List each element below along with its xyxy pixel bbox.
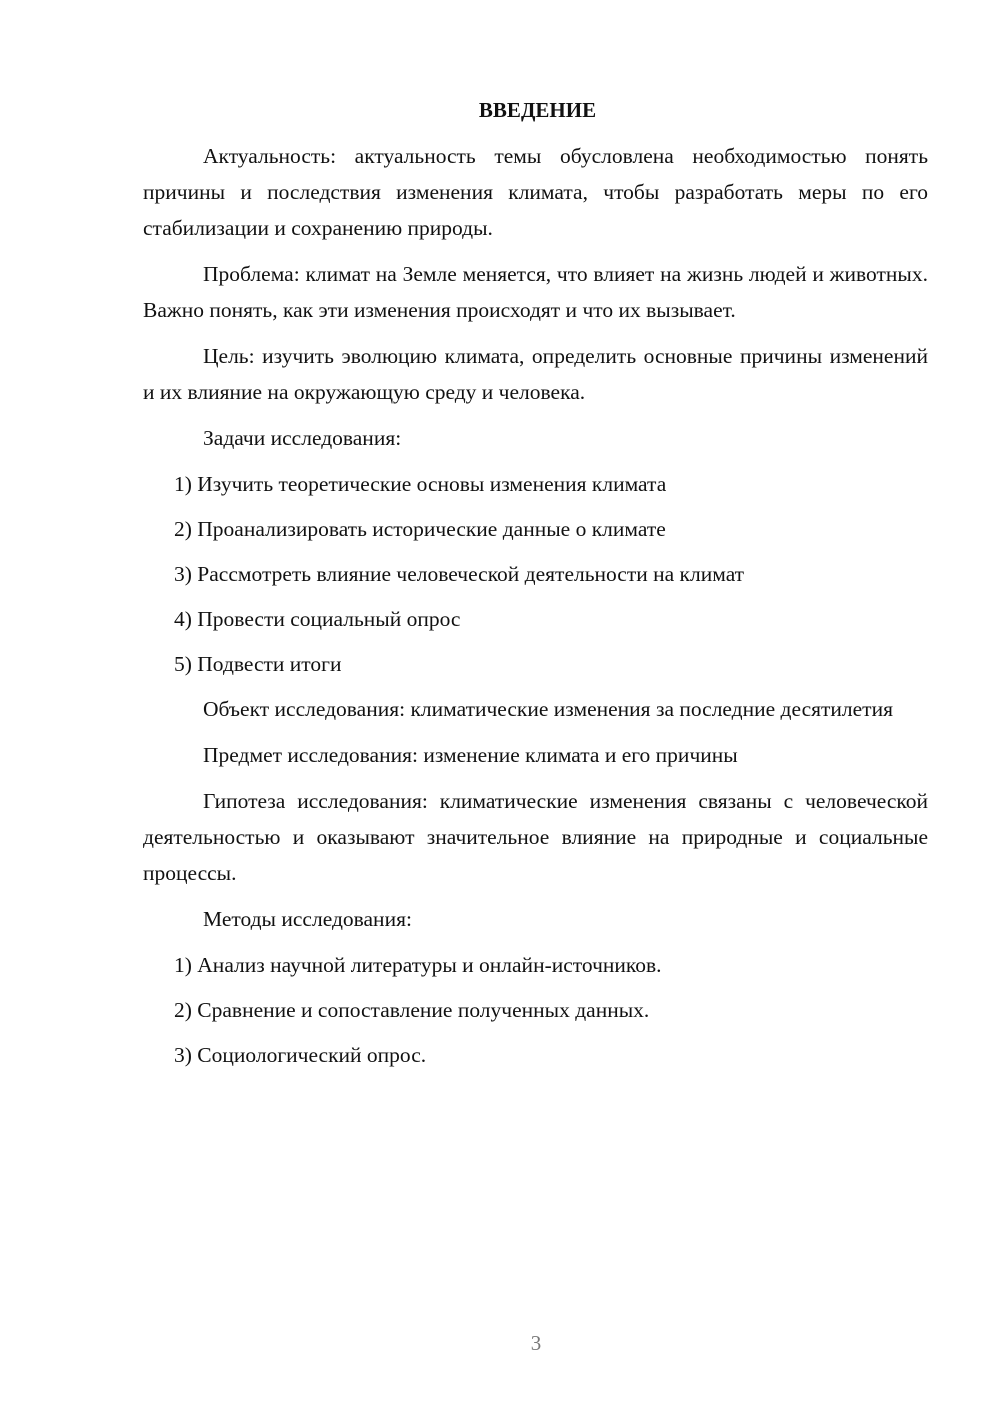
- task-item-4: 4) Провести социальный опрос: [174, 607, 461, 631]
- method-item-1: 1) Анализ научной литературы и онлайн-источников.: [174, 953, 662, 977]
- task-item-5: 5) Подвести итоги: [174, 652, 342, 676]
- object-paragraph: Объект исследования: климатические изменения за последние десятилетия: [203, 697, 893, 721]
- tasks-heading: Задачи исследования:: [203, 426, 402, 450]
- page-content: [143, 92, 928, 1082]
- method-item-2: 2) Сравнение и сопоставление полученных данных.: [174, 998, 650, 1022]
- task-item-1: 1) Изучить теоретические основы изменения климата: [174, 472, 667, 496]
- task-item-3: 3) Рассмотреть влияние человеческой деятельности на климат: [174, 562, 745, 586]
- page-number: 3: [530, 1331, 542, 1355]
- methods-heading: Методы исследования:: [203, 907, 412, 931]
- problem-paragraph: Проблема: климат на Земле меняется, что влияет на жизнь людей и животных. Важно понять, как эти изменения происходят и что их вызывает.: [143, 262, 928, 322]
- goal-paragraph: Цель: изучить эволюцию климата, определить основные причины изменений и их влияние на окружающую среду и человека.: [143, 344, 928, 404]
- subject-paragraph: Предмет исследования: изменение климата и его причины: [203, 743, 738, 767]
- task-item-2: 2) Проанализировать исторические данные о климате: [174, 517, 666, 541]
- relevance-paragraph: Актуальность: актуальность темы обусловлена необходимостью понять причины и последствия изменения климата, чтобы разработать меры по его стабилизации и сохранению природы.: [143, 144, 928, 240]
- method-item-3: 3) Социологический опрос.: [174, 1043, 427, 1067]
- hypothesis-paragraph: Гипотеза исследования: климатические изменения связаны с человеческой деятельностью и оказывают значительное влияние на природные и социальные процессы.: [143, 789, 928, 885]
- section-title: ВВЕДЕНИЕ: [478, 98, 597, 122]
